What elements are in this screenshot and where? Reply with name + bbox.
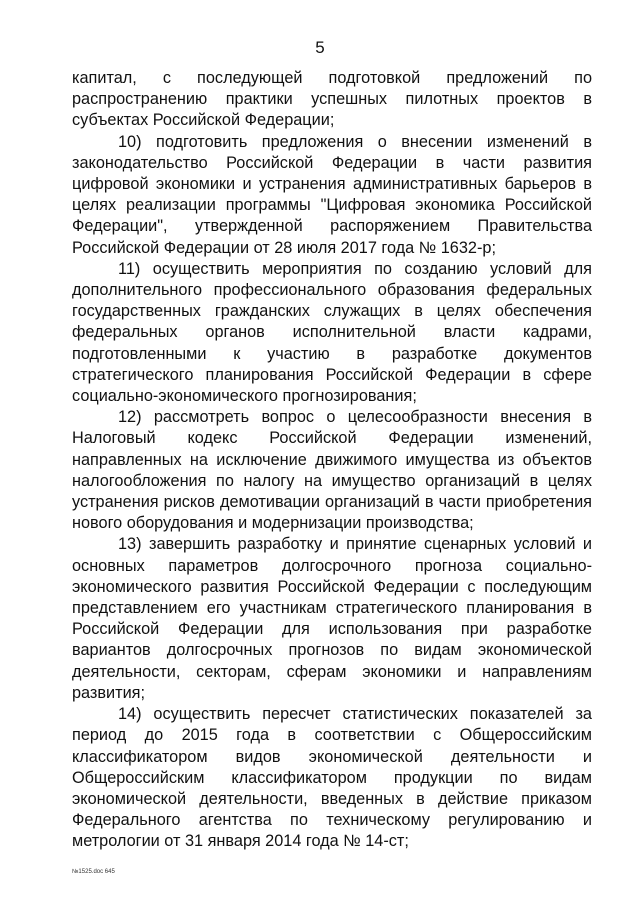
- paragraph-item-14: 14) осуществить пересчет статистических показателей за период до 2015 года в соответствии с Общероссийским классификатором видов экономической деятельности и Общероссийским классификатором продукции по видам экономической деятельности, введенных в действие приказом Федерального агентства по техническому регулированию и метрологии от 31 января 2014 года № 14-ст;: [72, 705, 592, 851]
- paragraph-item-10: 10) подготовить предложения о внесении изменений в законодательство Российской Федерации в части развития цифровой экономики и устранения административных барьеров в целях реализации программы "Цифровая экономика Российской Федерации", утвержденной распоряжением Правительства Российской Федерации от 28 июля 2017 года № 1632-р;: [72, 132, 592, 257]
- page-number: 5: [315, 38, 325, 57]
- paragraph-item-12: 12) рассмотреть вопрос о целесообразности внесения в Налоговый кодекс Российской Федерации изменений, направленных на исключение движимого имущества из объектов налогообложения по налогу на имущество организаций в целях устранения рисков демотивации организаций в части приобретения нового оборудования и модернизации производства;: [72, 408, 592, 533]
- paragraph-item-13: 13) завершить разработку и принятие сценарных условий и основных параметров долгосрочного прогноза социально-экономического развития Российской Федерации с последующим представлением его участникам стратегического планирования в Российской Федерации для использования при разработке вариантов долгосрочных прогнозов по видам экономической деятельности, секторам, сферам экономики и направлениям развития;: [72, 535, 592, 702]
- footer-file-reference: №1525.doc 645: [72, 869, 115, 875]
- document-body: [72, 68, 592, 853]
- paragraph-item-11: 11) осуществить мероприятия по созданию условий для дополнительного профессионального образования федеральных государственных гражданских служащих в целях обеспечения федеральных органов исполнительной власти кадрами, подготовленными к участию в разработке документов стратегического планирования Российской Федерации в сфере социально-экономического прогнозирования;: [72, 259, 592, 406]
- paragraph-continuation: капитал, с последующей подготовкой предложений по распространению практики успешных пилотных проектов в субъектах Российской Федерации;: [72, 69, 592, 130]
